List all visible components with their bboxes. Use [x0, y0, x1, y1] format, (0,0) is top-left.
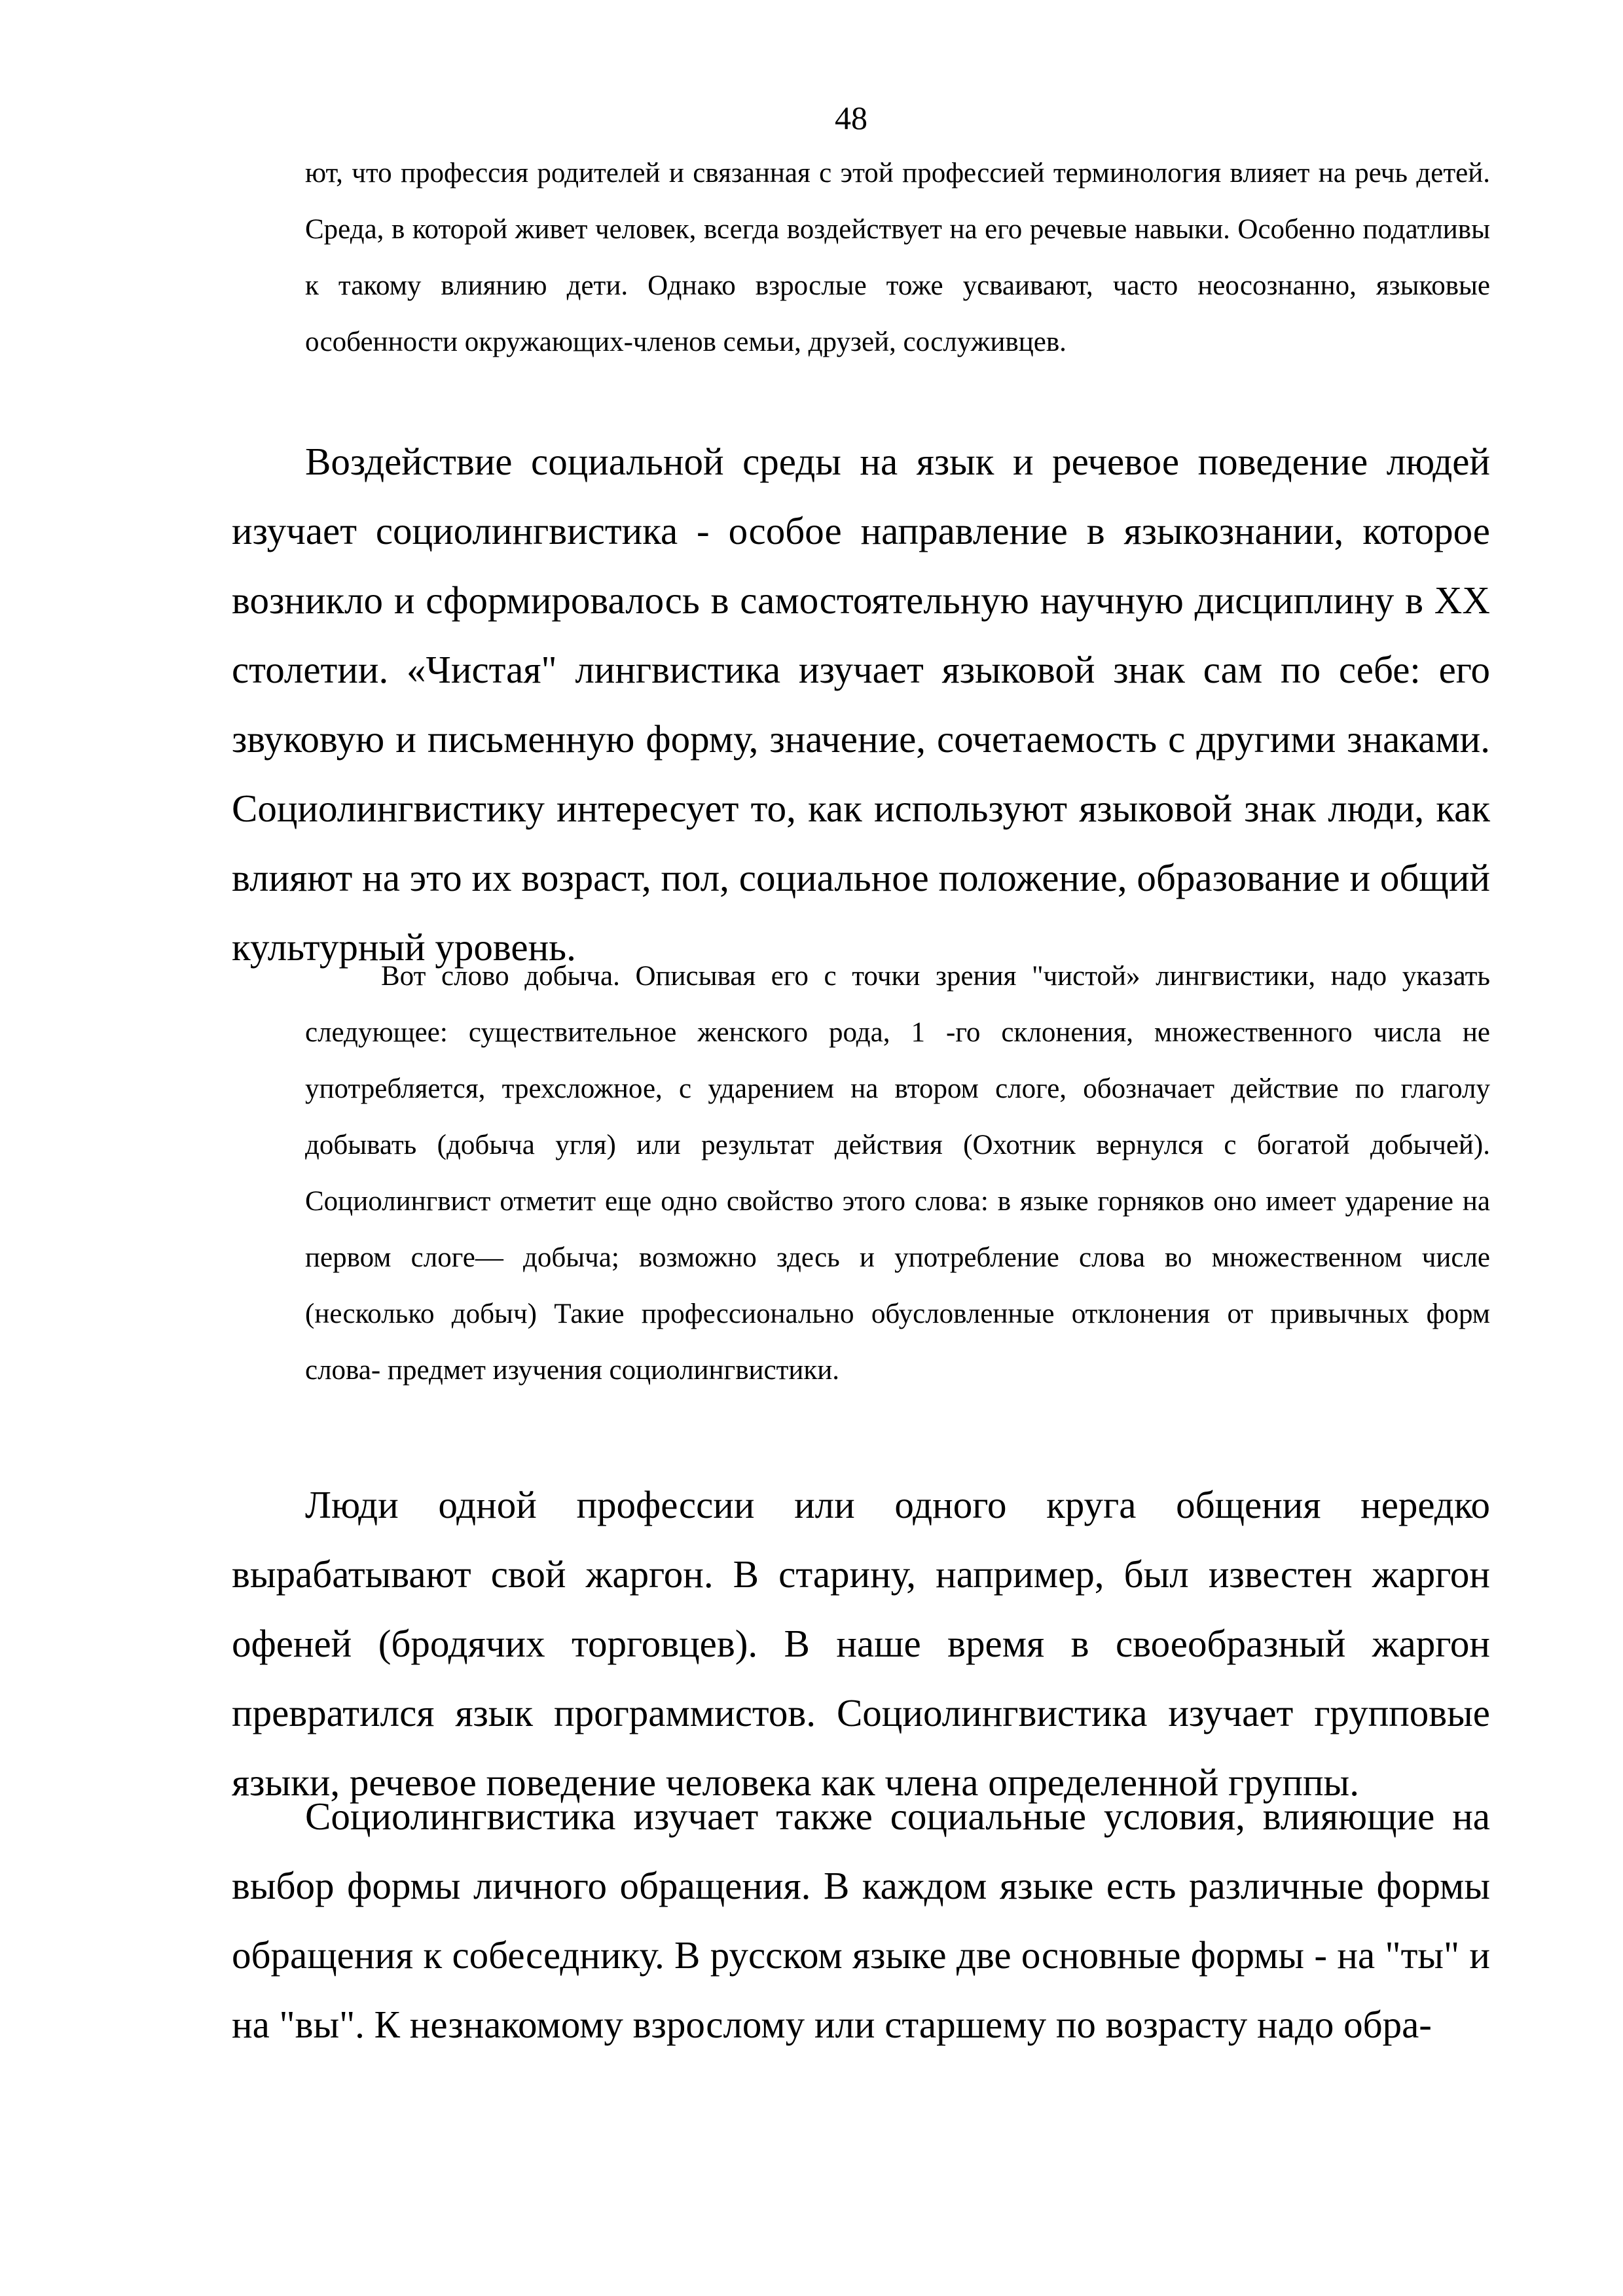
body-paragraph: Люди одной профессии или одного круга общения нередко вырабатывают свой жаргон. В старину, например, был известен жаргон офеней (бродячих торговцев). В наше время в своеобразный жаргон превратился язык программистов. Социолингвистика изучает групповые языки, речевое поведение человека как члена определенной группы. [232, 1483, 1490, 1804]
quote-block: ют, что профессия родителей и связанная с этой профессией терминология влияет на речь детей. Среда, в которой живет человек, всегда воздействует на его речевые навыки. Особенно податливы к такому влиянию дети. Однако взрослые тоже усваивают, часто неосознанно, языковые особенности окружающих-членов семьи, друзей, сослуживцев. [305, 158, 1490, 357]
page-number: 48 [835, 99, 867, 136]
body-paragraph: Воздействие социальной среды на язык и речевое поведение людей изучает социолингвистика - особое направление в языкознании, которое возникло и сформировалось в самостоятельную научную дисциплину в XX столетии. «Чистая" лингвистика изучает языковой знак сам по себе: его звуковую и письменную форму, значение, сочетаемость с другими знаками. Социолингвистику интересует то, как используют языковой знак люди, как влияют на это их возраст, пол, социальное положение, образование и общий культурный уровень. [232, 440, 1490, 969]
quote-block: Вот слово добыча. Описывая его с точки зрения "чистой» лингвистики, надо указать следующее: существительное женского рода, 1 -го склонения, множественного числа не употребляется, трехсложное, с ударением на втором слоге, обозначает действие по глаголу добывать (добыча угля) или результат действия (Охотник вернулся с богатой добычей). Социолингвист отметит еще одно свойство этого слова: в языке горняков оно имеет ударение на первом слоге— добыча; возможно здесь и употребление слова во множественном числе (несколько добыч) Такие профессионально обусловленные отклонения от привычных форм слова- предмет изучения социолингвистики. [305, 961, 1490, 1386]
body-paragraph: Социолингвистика изучает также социальные условия, влияющие на выбор формы личного обращения. В каждом языке есть различные формы обращения к собеседнику. В русском языке две основные формы - на "ты" и на "вы". К незнакомому взрослому или старшему по возрасту надо обра- [232, 1795, 1490, 2046]
